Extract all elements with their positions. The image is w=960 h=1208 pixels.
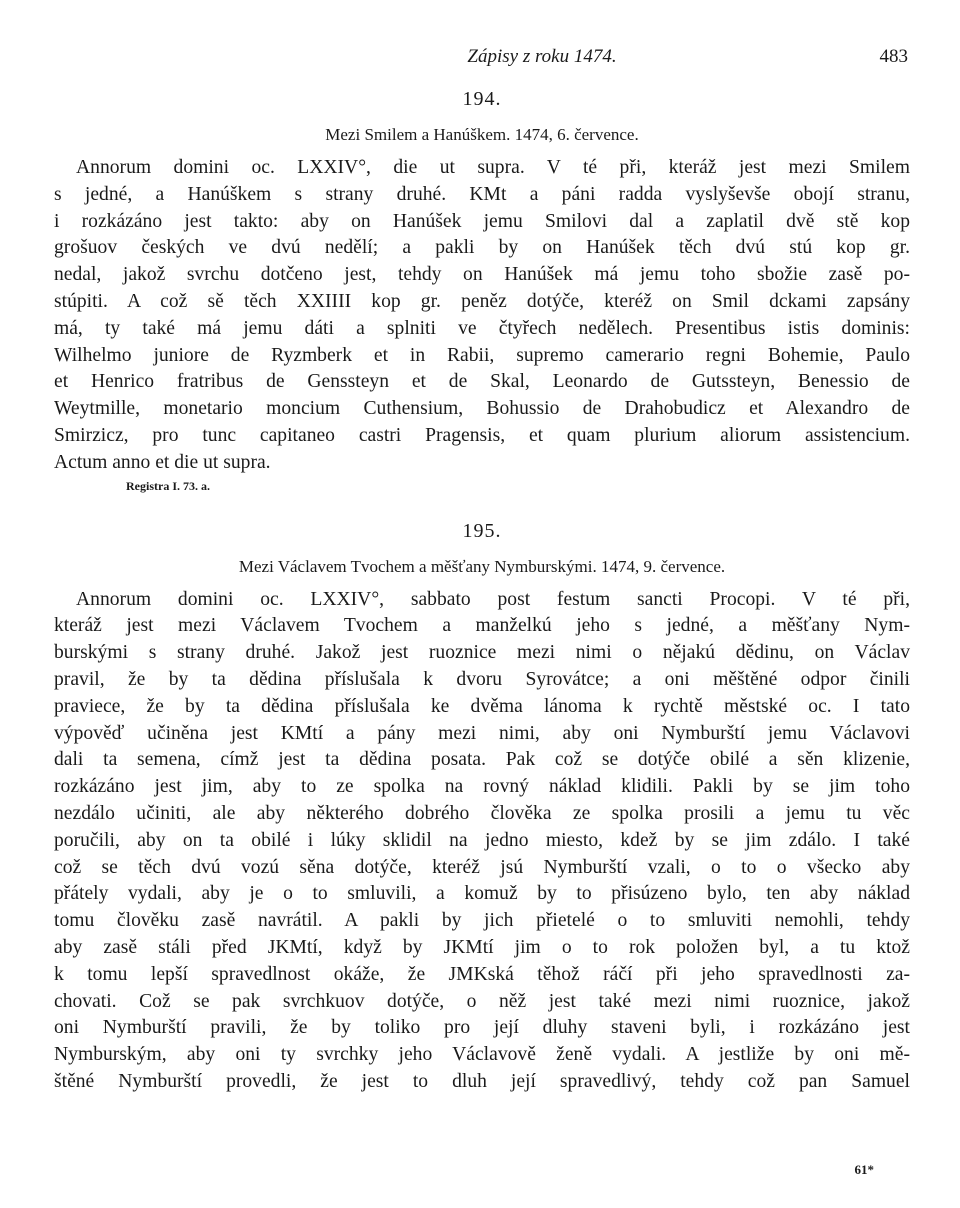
text-line: Nymburským, aby oni ty svrchky jeho Václavově ženě vydali. A jestliže by oni mě- (54, 1044, 910, 1066)
text-line: pravil, že by ta dědina příslušala k dvoru Syrovátce; a oni měštěné odpor činili (54, 668, 910, 690)
text-line: štěné Nymburští provedli, že jest to dluh její spravedlivý, tehdy což pan Samuel (54, 1070, 910, 1092)
text-line: stúpiti. A což sě těch XXIIII kop gr. peněz dotýče, kteréž on Smil dckami zapsány (54, 290, 910, 312)
text-line: i rozkázáno jest takto: aby on Hanúšek jemu Smilovi dal a zaplatil dvě stě kop (54, 210, 910, 232)
document-page (54, 40, 910, 1096)
entry-195 (54, 520, 910, 1096)
text-line: výpověď učiněna jest KMtí a pány mezi nimi, aby oni Nymburští jemu Václavovi (54, 722, 910, 744)
entry-194 (54, 88, 910, 494)
entry-heading: Mezi Smilem a Hanúškem. 1474, 6. července. (325, 125, 639, 144)
text-line: rozkázáno jest jim, aby to ze spolka na rovný náklad klidili. Pakli by se jim toho (54, 776, 910, 798)
text-line: Annorum domini oc. LXXIV°, die ut supra. V té při, kteráž jest mezi Smilem (76, 157, 910, 178)
text-line: tomu člověku zasě navrátil. A pakli by jich přietelé o to smluviti nemohli, tehdy (54, 910, 910, 932)
entry-body (54, 587, 910, 1096)
text-line: což se těch dvú vozú sěna dotýče, kteréž jsú Nymburští vzali, o to o všecko aby (54, 856, 910, 878)
text-line: k tomu lepší spravedlnost okáže, že JMKská těhož ráčí při jeho spravedlnosti za- (54, 963, 910, 985)
text-line: poručili, aby on ta obilé i lúky sklidil na jedno miesto, kdež by se jim zdálo. I také (54, 829, 910, 851)
source-reference: Registra I. 73. a. (126, 478, 210, 493)
text-line: oni Nymburští pravili, že by toliko pro její dluhy staveni byli, i rozkázáno jest (54, 1017, 910, 1039)
text-line: přátely vydali, aby je o to smluvili, a komuž by to přisúzeno bylo, ten aby náklad (54, 883, 910, 905)
text-line: burskými s strany druhé. Jakož jest ruoznice mezi nimi o nějakú dědinu, on Václav (54, 642, 910, 664)
text-line: dali ta semena, címž jest ta dědina posata. Pak což se dotýče obilé a sěn klizenie, (54, 749, 910, 771)
entry-number: 195. (462, 519, 502, 542)
text-line: aby zasě stáli před JKMtí, když by JKMtí jim o to rok položen byl, a tu ktož (54, 936, 910, 958)
signature-mark: 61* (854, 1162, 874, 1177)
entry-heading: Mezi Václavem Tvochem a měšťany Nymburskými. 1474, 9. července. (238, 556, 726, 576)
text-line: nezdálo učiniti, ale aby některého dobrého člověka ze spolka prosili a jemu tu věc (54, 802, 910, 824)
text-line: Smirzicz, pro tunc capitaneo castri Pragensis, et quam plurium aliorum assistencium. (54, 424, 910, 446)
running-header (54, 40, 910, 80)
text-line: grošuov českých ve dvú nedělí; a pakli by on Hanúšek těch dvú stú kop gr. (54, 237, 910, 259)
text-line: Annorum domini oc. LXXIV°, sabbato post festum sancti Procopi. V té při, (76, 588, 910, 610)
running-title: Zápisy z roku 1474. (467, 46, 617, 67)
text-line: Actum anno et die ut supra. (54, 451, 271, 473)
text-line: kteráž jest mezi Václavem Tvochem a manželkú jeho s jedné, a měšťany Nym- (54, 615, 910, 637)
text-line: nedal, jakož svrchu dotčeno jest, tehdy on Hanúšek má jemu toho sbožie zasě po- (54, 264, 910, 286)
text-line: má, ty také má jemu dáti a splniti ve čtyřech nedělech. Presentibus istis dominis: (54, 317, 910, 339)
entry-number: 194. (462, 88, 502, 110)
text-line: Weytmille, monetario moncium Cuthensium, Bohussio de Drahobudicz et Alexandro de (54, 398, 910, 420)
text-line: s jedné, a Hanúškem s strany druhé. KMt a páni radda vyslyševše obojí stranu, (54, 183, 910, 205)
text-line: Wilhelmo juniore de Ryzmberk et in Rabii, supremo camerario regni Bohemie, Paulo (54, 344, 910, 366)
text-line: et Henrico fratribus de Genssteyn et de Skal, Leonardo de Gutssteyn, Benessio de (54, 371, 910, 393)
entry-body (54, 155, 910, 477)
page-number: 483 (879, 46, 908, 67)
text-line: chovati. Což se pak svrchkuov dotýče, o něž jest také mezi nimi ruoznice, jakož (54, 990, 910, 1012)
text-line: praviece, že by ta dědina příslušala ke dvěma lánoma k rychtě městské oc. I tato (54, 695, 910, 717)
